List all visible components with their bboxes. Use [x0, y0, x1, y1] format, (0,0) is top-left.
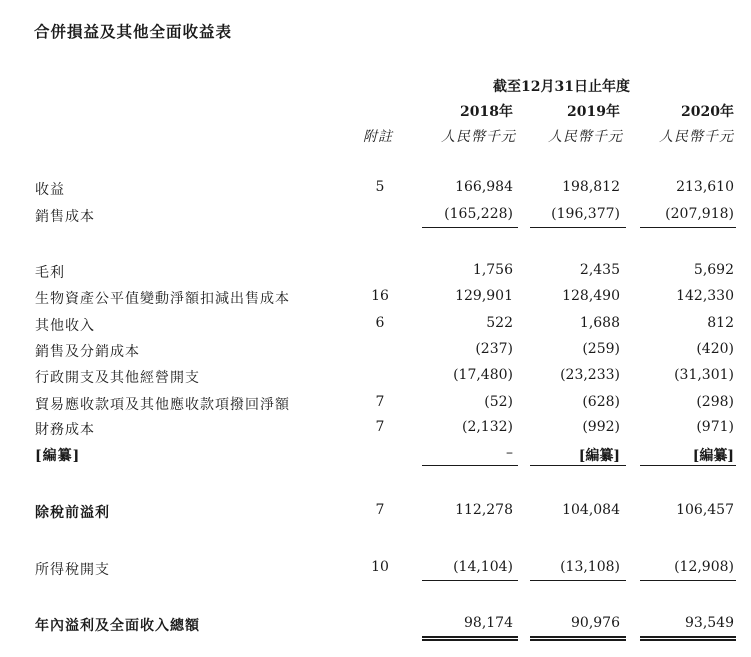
value-receivables-reversal-2020: (298) [696, 394, 734, 410]
value-admin-expenses-2020: (31,301) [674, 367, 734, 383]
value-redacted-2019: [編纂] [578, 448, 620, 464]
subtotal-rule [640, 465, 736, 466]
value-biological-assets-2020: 142,330 [676, 288, 734, 304]
subtotal-rule [422, 580, 518, 581]
value-finance-costs-2020: (971) [696, 419, 734, 435]
value-cost-of-sales-2020: (207,918) [665, 206, 734, 222]
value-profit-before-tax-2019: 104,084 [562, 502, 620, 518]
year-header-2019: 2019年 [567, 104, 620, 120]
value-income-tax-2018: (14,104) [453, 559, 513, 575]
total-double-rule [422, 636, 518, 641]
unit-header-2020: 人民幣千元 [659, 129, 734, 145]
subtotal-rule [530, 227, 626, 228]
row-note-revenue: 5 [375, 179, 385, 195]
value-cost-of-sales-2019: (196,377) [551, 206, 620, 222]
row-note-income-tax: 10 [371, 559, 389, 575]
note-column-header: 附註 [363, 129, 393, 145]
value-profit-before-tax-2018: 112,278 [455, 502, 513, 518]
row-note-other-income: 6 [375, 315, 385, 331]
subtotal-rule [422, 465, 518, 466]
value-redacted-2020: [編纂] [692, 448, 734, 464]
unit-header-2019: 人民幣千元 [548, 129, 623, 145]
value-gross-profit-2019: 2,435 [579, 262, 620, 278]
row-label-profit-before-tax: 除稅前溢利 [35, 505, 110, 521]
row-label-other-income: 其他收入 [35, 318, 95, 334]
row-label-distribution-costs: 銷售及分銷成本 [35, 344, 140, 360]
value-receivables-reversal-2019: (628) [582, 394, 620, 410]
value-profit-before-tax-2020: 106,457 [676, 502, 734, 518]
total-double-rule [530, 636, 626, 641]
row-label-biological-assets: 生物資產公平值變動淨額扣減出售成本 [35, 291, 290, 307]
subtotal-rule [530, 465, 626, 466]
value-other-income-2020: 812 [707, 315, 734, 331]
period-header: 截至12月31日止年度 [493, 79, 630, 95]
value-biological-assets-2019: 128,490 [562, 288, 620, 304]
value-total-comprehensive-income-2019: 90,976 [571, 615, 620, 631]
value-total-comprehensive-income-2020: 93,549 [685, 615, 734, 631]
row-label-gross-profit: 毛利 [35, 265, 65, 281]
subtotal-rule [422, 227, 518, 228]
value-distribution-costs-2020: (420) [696, 341, 734, 357]
value-admin-expenses-2018: (17,480) [453, 367, 513, 383]
value-biological-assets-2018: 129,901 [455, 288, 513, 304]
value-other-income-2018: 522 [486, 315, 513, 331]
value-admin-expenses-2019: (23,233) [560, 367, 620, 383]
row-label-revenue: 收益 [35, 182, 65, 198]
value-revenue-2018: 166,984 [455, 179, 513, 195]
value-total-comprehensive-income-2018: 98,174 [464, 615, 513, 631]
row-label-redacted: [編纂] [35, 448, 81, 464]
row-label-total-comprehensive-income: 年內溢利及全面收入總額 [35, 618, 200, 634]
subtotal-rule [640, 580, 736, 581]
row-note-finance-costs: 7 [375, 419, 385, 435]
value-gross-profit-2018: 1,756 [472, 262, 513, 278]
value-other-income-2019: 1,688 [579, 315, 620, 331]
row-label-admin-expenses: 行政開支及其他經營開支 [35, 370, 200, 386]
value-distribution-costs-2018: (237) [475, 341, 513, 357]
year-header-2020: 2020年 [681, 104, 734, 120]
subtotal-rule [640, 227, 736, 228]
total-double-rule [640, 636, 736, 641]
statement-title: 合併損益及其他全面收益表 [34, 22, 233, 41]
row-label-income-tax: 所得稅開支 [35, 562, 110, 578]
value-distribution-costs-2019: (259) [582, 341, 620, 357]
value-income-tax-2020: (12,908) [674, 559, 734, 575]
year-header-2018: 2018年 [460, 104, 513, 120]
row-label-finance-costs: 財務成本 [35, 422, 95, 438]
value-finance-costs-2018: (2,132) [461, 419, 513, 435]
row-label-receivables-reversal: 貿易應收款項及其他應收款項撥回淨額 [35, 397, 290, 413]
value-cost-of-sales-2018: (165,228) [444, 206, 513, 222]
value-finance-costs-2019: (992) [582, 419, 620, 435]
value-revenue-2020: 213,610 [676, 179, 734, 195]
row-note-biological-assets: 16 [371, 288, 389, 304]
value-receivables-reversal-2018: (52) [484, 394, 513, 410]
row-note-receivables-reversal: 7 [375, 394, 385, 410]
row-note-profit-before-tax: 7 [375, 502, 385, 518]
row-label-cost-of-sales: 銷售成本 [35, 209, 95, 225]
value-redacted-2018: – [506, 445, 513, 461]
subtotal-rule [530, 580, 626, 581]
value-income-tax-2019: (13,108) [560, 559, 620, 575]
value-gross-profit-2020: 5,692 [693, 262, 734, 278]
value-revenue-2019: 198,812 [562, 179, 620, 195]
unit-header-2018: 人民幣千元 [441, 129, 516, 145]
